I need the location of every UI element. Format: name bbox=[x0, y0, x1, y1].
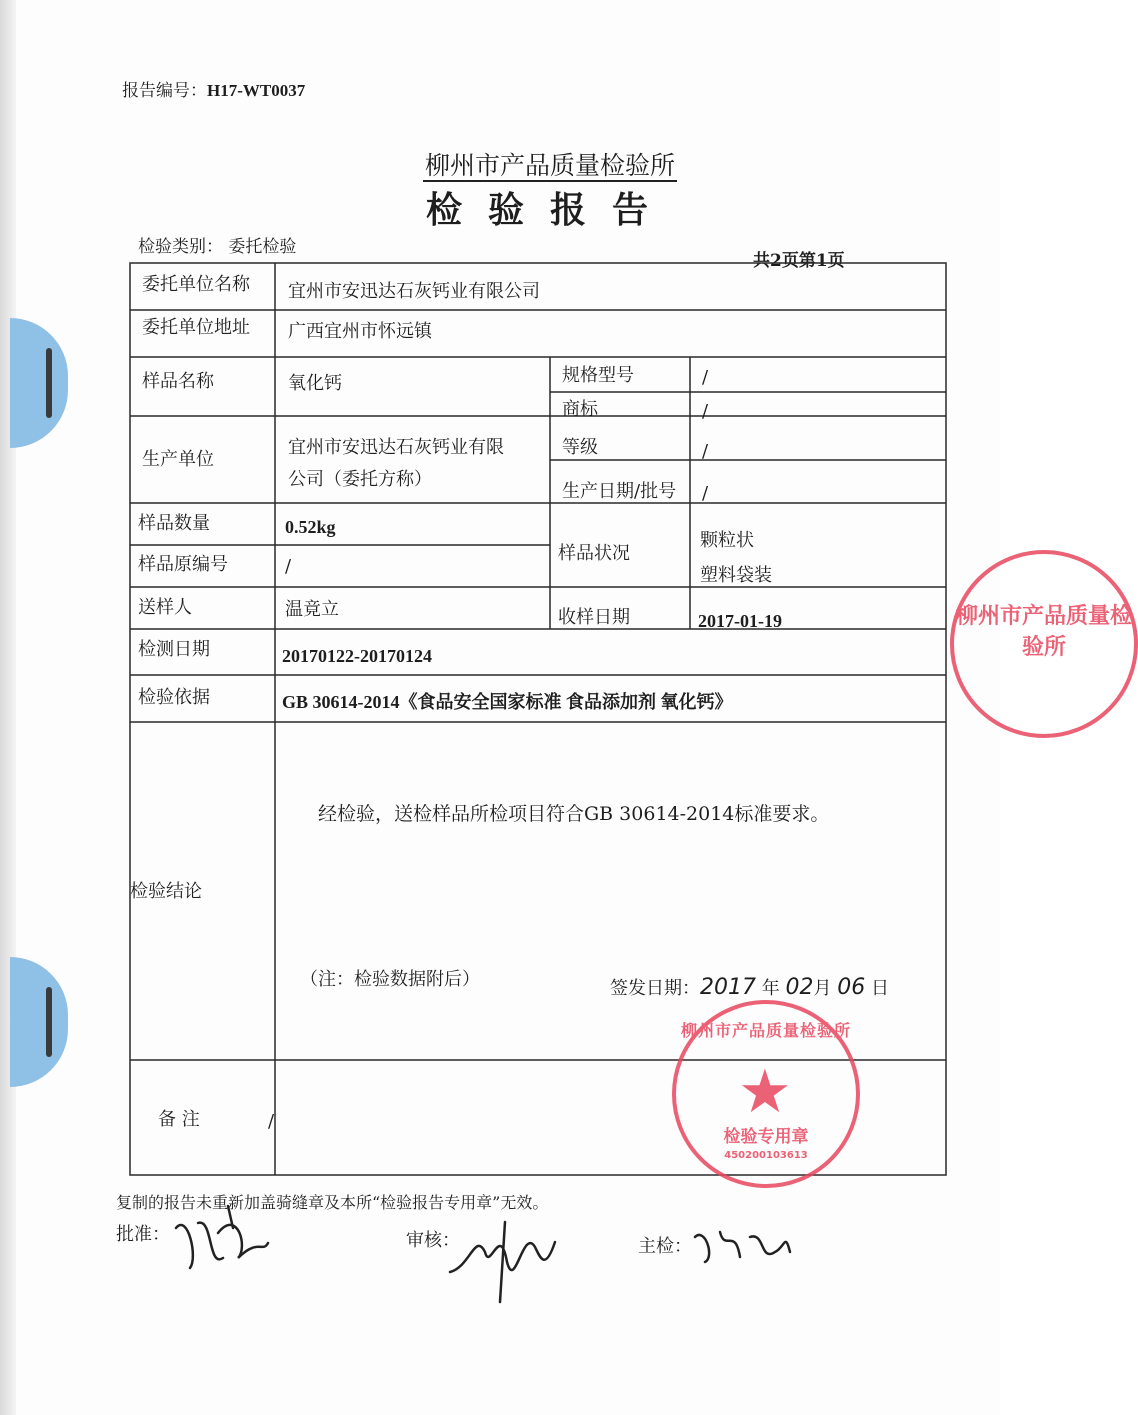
inspection-category: 检验类别： 委托检验 bbox=[138, 237, 297, 257]
inspector-label: 主检： bbox=[638, 1236, 692, 1257]
institution-text: 柳州市产品质量检验所 bbox=[424, 151, 675, 180]
report-number-value: H17-WT0037 bbox=[207, 81, 306, 100]
seal-code: 450200103613 bbox=[724, 1150, 808, 1161]
approve-label: 批准： bbox=[116, 1224, 170, 1245]
issue-day: 06 bbox=[837, 975, 866, 1000]
basis-label: 检验依据 bbox=[138, 687, 210, 708]
client-address-label: 委托单位地址 bbox=[142, 317, 250, 338]
production-date-label: 生产日期/批号 bbox=[562, 481, 677, 502]
trademark-value: / bbox=[702, 401, 709, 422]
original-number-label: 样品原编号 bbox=[138, 554, 228, 575]
issue-date-label: 签发日期： bbox=[610, 978, 700, 999]
test-date-value: 20170122-20170124 bbox=[282, 646, 432, 666]
sample-condition-label: 样品状况 bbox=[558, 543, 630, 564]
attached-data-note: （注：检验数据附后） bbox=[300, 969, 480, 990]
conclusion-text: 经检验，送检样品所检项目符合GB 30614-2014标准要求。 bbox=[318, 803, 830, 825]
sample-name-label: 样品名称 bbox=[142, 371, 214, 392]
seam-seal-text: 柳州市产品质量检验所 bbox=[955, 604, 1132, 660]
issue-month: 02 bbox=[785, 975, 814, 1000]
receive-date-value: 2017-01-19 bbox=[698, 611, 782, 631]
client-name-label: 委托单位名称 bbox=[142, 274, 250, 295]
trademark-label: 商标 bbox=[562, 399, 598, 420]
report-title: 检验报告 bbox=[425, 189, 674, 231]
review-label: 审核： bbox=[406, 1230, 460, 1251]
page-info: 共2页第1页 bbox=[753, 251, 845, 271]
original-number-value: / bbox=[285, 556, 292, 577]
receive-date-label: 收样日期 bbox=[558, 607, 630, 628]
test-date-label: 检测日期 bbox=[138, 639, 210, 660]
sample-condition-line2: 塑料袋装 bbox=[700, 565, 772, 586]
seal-inner-text: 检验专用章 bbox=[723, 1127, 809, 1147]
report-number-label: 报告编号： bbox=[122, 81, 207, 101]
grade-value: / bbox=[702, 441, 709, 462]
conclusion-label: 检验结论 bbox=[130, 881, 202, 902]
quantity-label: 样品数量 bbox=[138, 513, 210, 534]
copy-notice: 复制的报告未重新加盖骑缝章及本所“检验报告专用章”无效。 bbox=[116, 1193, 549, 1212]
seam-seal-partial bbox=[950, 550, 1138, 738]
spec-label: 规格型号 bbox=[562, 365, 634, 386]
issue-year: 2017 bbox=[700, 975, 756, 1000]
quantity-value: 0.52kg bbox=[285, 517, 336, 537]
sample-condition-line1: 颗粒状 bbox=[700, 530, 754, 551]
sample-name-value: 氧化钙 bbox=[288, 373, 342, 394]
client-address-value: 广西宜州市怀远镇 bbox=[288, 321, 432, 342]
producer-label: 生产单位 bbox=[142, 449, 214, 470]
production-date-value: / bbox=[702, 483, 709, 504]
issue-day-unit: 日 bbox=[870, 978, 889, 999]
sender-label: 送样人 bbox=[138, 597, 192, 618]
sender-value: 温竟立 bbox=[285, 599, 339, 620]
seal-ring-text: 柳州市产品质量检验所 bbox=[680, 1021, 851, 1040]
inspection-seal bbox=[672, 1000, 860, 1188]
producer-value-line1: 宜州市安迅达石灰钙业有限 bbox=[288, 437, 504, 458]
reviewer-signature bbox=[445, 1212, 565, 1307]
approver-signature bbox=[168, 1198, 278, 1283]
issue-month-unit: 月 bbox=[813, 978, 832, 999]
inspector-signature bbox=[690, 1222, 800, 1272]
remarks-value: / bbox=[268, 1111, 275, 1132]
remarks-label: 备 注 bbox=[158, 1109, 200, 1130]
seal-star-icon: ★ bbox=[738, 1057, 792, 1127]
producer-value-line2: 公司（委托方称） bbox=[288, 469, 432, 490]
client-name-value: 宜州市安迅达石灰钙业有限公司 bbox=[288, 281, 540, 302]
issue-date bbox=[610, 976, 889, 1001]
issue-year-unit: 年 bbox=[761, 978, 780, 999]
spec-value: / bbox=[702, 367, 709, 388]
basis-value: GB 30614-2014《食品安全国家标准 食品添加剂 氧化钙》 bbox=[282, 692, 733, 712]
grade-label: 等级 bbox=[562, 437, 598, 458]
